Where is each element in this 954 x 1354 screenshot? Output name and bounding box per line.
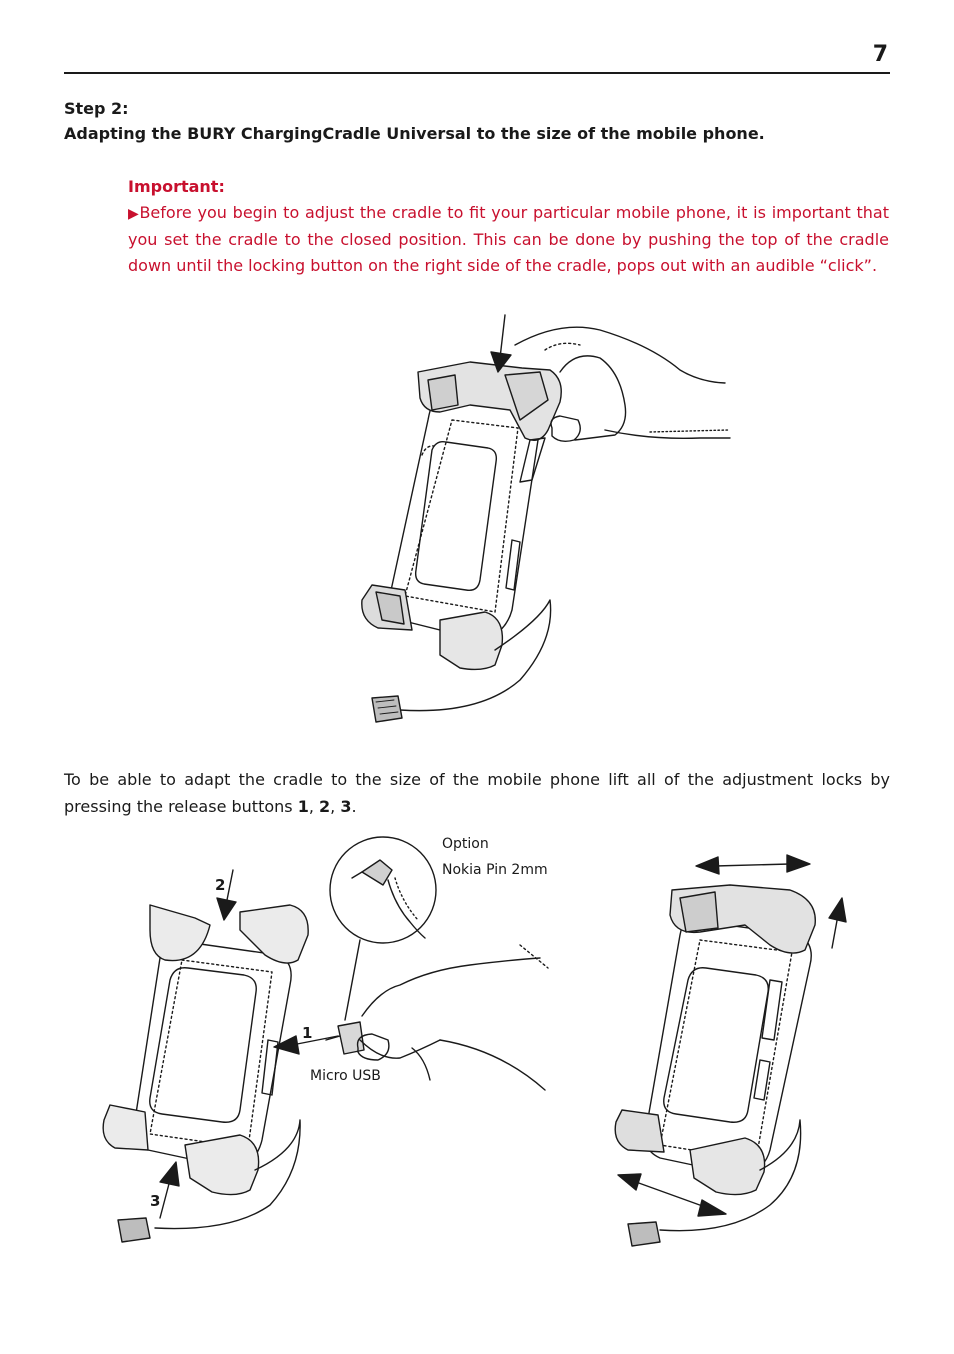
separator-1: , <box>308 797 320 816</box>
callout-1: 1 <box>302 1024 313 1042</box>
important-heading: Important: <box>128 177 225 196</box>
instruction-paragraph <box>64 766 890 820</box>
important-body: Before you begin to adjust the cradle to fit your particular mobile phone, it is important that you set the cradle to the closed position. This can be done by pushing the top of the cradle down until the locking button on the right side of the cradle, pops out with an audible “click”. <box>128 203 889 275</box>
callout-3: 3 <box>150 1192 161 1210</box>
page-number: 7 <box>872 42 888 67</box>
instruction-end: . <box>351 797 357 816</box>
triangle-bullet-icon: ▶ <box>128 206 140 222</box>
nokia-pin-label: Nokia Pin 2mm <box>442 862 548 878</box>
step-title: Adapting the BURY ChargingCradle Universal to the size of the mobile phone. <box>64 124 765 143</box>
step-label: Step 2: <box>64 99 129 118</box>
separator-2: , <box>330 797 341 816</box>
release-button-3-ref: 3 <box>340 797 352 816</box>
option-label: Option <box>442 836 489 852</box>
cradle-closed-illustration <box>362 315 730 722</box>
release-button-2-ref: 2 <box>319 797 331 816</box>
release-button-1-ref: 1 <box>297 797 309 816</box>
cradle-release-buttons-illustration <box>103 837 548 1242</box>
instruction-text: To be able to adapt the cradle to the size of the mobile phone lift all of the adjustment locks by pressing the release buttons <box>64 770 890 816</box>
micro-usb-label: Micro USB <box>310 1068 381 1084</box>
callout-2: 2 <box>215 876 226 894</box>
cradle-expanded-illustration <box>615 855 846 1246</box>
